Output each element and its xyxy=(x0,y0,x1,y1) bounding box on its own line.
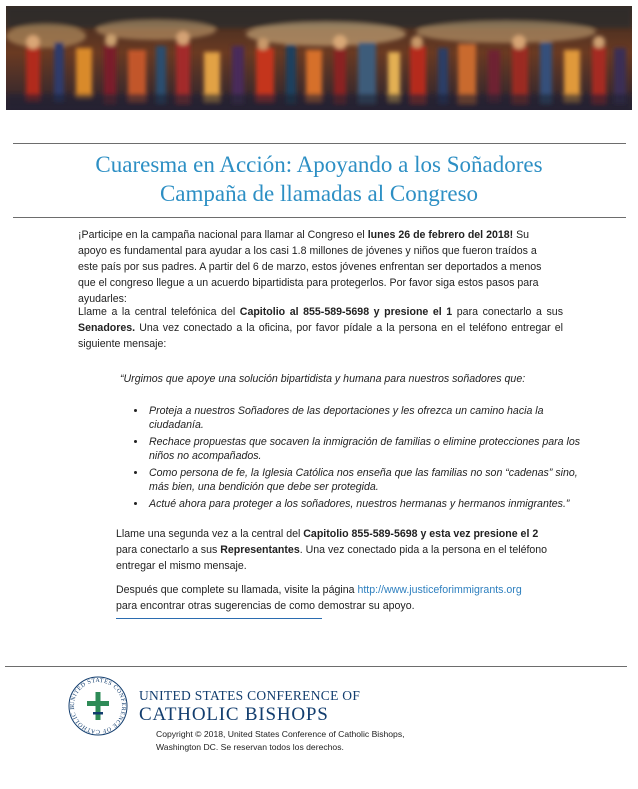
message-bullet: • Como persona de fe, la Iglesia Católica nos enseña que las familias no son “cadenas” sino, más bien, una bendición que debe ser protegida. xyxy=(147,466,597,494)
call2-text-1: Llame una segunda vez a la central del xyxy=(116,528,304,540)
call2-representatives: Representantes xyxy=(220,544,300,556)
message-bullet: • Proteja a nuestros Soñadores de las deportaciones y les ofrezca un camino hacia la ciudadanía. xyxy=(147,404,597,432)
intro-text-2: Su apoyo es fundamental para ayudar a los casi 1.8 millones de jóvenes y niños que fueron traídos a este país por sus padres. A partir del 6 de marzo, estos jóvenes enfrentan ser deportados a menos que el congreso llegue a un acuerdo bipartidista para protegerlos. Por favor siga estos pasos para ayudarles: xyxy=(78,229,542,305)
signature-line xyxy=(116,618,322,619)
campaign-date: lunes 26 de febrero del 2018! xyxy=(367,229,514,241)
message-bullets xyxy=(120,404,597,514)
divider-top xyxy=(13,143,626,144)
header-banner-image xyxy=(6,6,632,110)
followup-paragraph xyxy=(116,582,561,614)
intro-paragraph xyxy=(78,227,558,307)
call1-senators: Senadores. xyxy=(78,322,136,334)
copyright-notice xyxy=(156,728,405,754)
divider-title xyxy=(13,217,626,218)
call1-text-3: Una vez conectado a la oficina, por favor pídale a la persona en el teléfono entregar el siguiente mensaje: xyxy=(78,322,563,350)
seal-text: UNITED STATES CONFERENCE OF CATHOLIC B xyxy=(69,677,127,735)
org-name-line2: CATHOLIC BISHOPS xyxy=(139,704,329,725)
page-title-line1: Cuaresma en Acción: Apoyando a los Soñadores xyxy=(95,152,543,177)
followup-text-2: para encontrar otras sugerencias de como demostrar su apoyo. xyxy=(116,600,415,612)
org-name-line1: UNITED STATES CONFERENCE OF xyxy=(139,688,361,703)
followup-text-1: Después que complete su llamada, visite la página xyxy=(116,584,358,596)
message-bullet: • Actué ahora para proteger a los soñadores, nuestros hermanas y hermanos inmigrantes.” xyxy=(147,497,597,511)
call1-phone: Capitolio al 855-589-5698 y presione el 1 xyxy=(239,306,453,318)
justice-for-immigrants-link[interactable]: http://www.justiceforimmigrants.org xyxy=(357,584,522,596)
divider-footer xyxy=(5,666,627,667)
call-representatives-paragraph xyxy=(116,526,561,574)
call2-text-3: . Una vez conectado pida a la persona en el teléfono entregar el mismo mensaje. xyxy=(116,544,548,572)
copyright-line1: Copyright © 2018, United States Conference of Catholic Bishops, xyxy=(156,729,405,739)
usccb-seal-logo xyxy=(68,676,128,736)
call1-text-1: Llame a la central telefónica del xyxy=(78,306,240,318)
call1-text-2: para conectarlo a sus xyxy=(452,306,564,318)
message-intro: “Urgimos que apoye una solución bipartidista y humana para nuestros soñadores que: xyxy=(120,373,526,385)
call2-text-2: para conectarlo a sus xyxy=(116,544,221,556)
call2-phone: Capitolio 855-589-5698 y esta vez presione el 2 xyxy=(303,528,539,540)
message-bullet: • Rechace propuestas que socaven la inmigración de familias o elimine protecciones para los niños no acompañados. xyxy=(147,435,597,463)
call-senators-paragraph xyxy=(78,304,563,352)
page-title-line2: Campaña de llamadas al Congreso xyxy=(159,181,479,206)
intro-text-1: ¡Participe en la campaña nacional para llamar al Congreso el xyxy=(78,229,368,241)
copyright-line2: Washington DC. Se reservan todos los derechos. xyxy=(156,742,344,752)
